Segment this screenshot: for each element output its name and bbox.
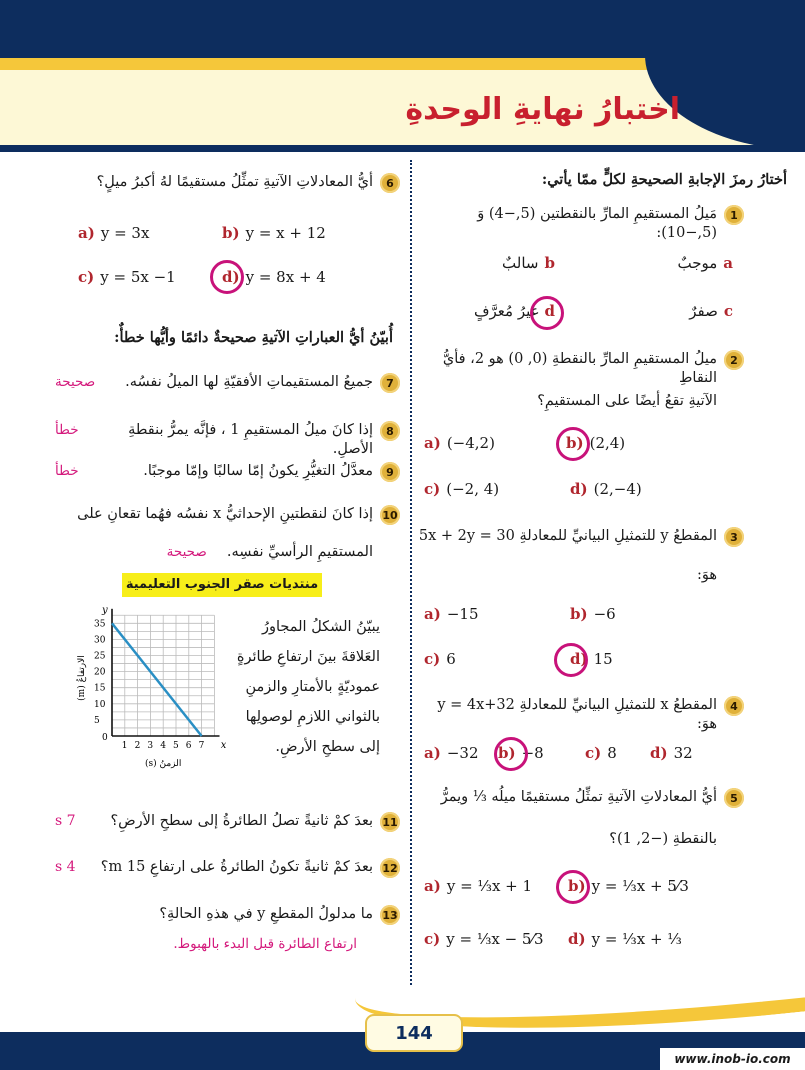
q3-option-a[interactable]	[424, 605, 478, 623]
option-text: 6	[446, 650, 456, 668]
option-label: d)	[650, 744, 668, 762]
q5-option-c[interactable]	[424, 930, 544, 948]
question-7: جميعُ المستقيماتِ الأفقيّةِ لها الميلُ نفسُه.	[125, 374, 373, 390]
option-text: (2,4)	[589, 434, 626, 452]
option-label: a	[723, 254, 733, 272]
answer-circle	[556, 870, 590, 904]
option-label: c)	[585, 744, 602, 762]
option-label: c)	[424, 650, 441, 668]
option-label: d	[544, 302, 555, 320]
origin-label: 0	[102, 733, 108, 743]
q3-option-b[interactable]	[570, 605, 616, 623]
option-label: a)	[424, 877, 441, 895]
q2-option-a[interactable]	[424, 434, 495, 452]
question-number: 7	[380, 373, 400, 393]
q6-option-a[interactable]	[78, 224, 149, 242]
x-tick-label: 7	[198, 741, 205, 751]
statement-8	[55, 421, 373, 459]
x-tick-label: 6	[185, 741, 192, 751]
question-4: المقطعُ x للتمثيلِ البيانيِّ للمعادلةِ y = 4x+32 هوَ:	[437, 697, 717, 732]
question-number: 5	[724, 788, 744, 808]
answer: صحيحة	[55, 374, 96, 390]
option-text: y = ⅓x + 1	[446, 877, 533, 895]
graph-description: يبيّنُ الشكلُ المجاورُ العَلاقةَ بينَ ارتفاعِ طائرةٍ عموديّةٍ بالأمتارِ والزمنِ بالثواني اللازمِ لوصولِها إلى سطحِ الأرضِ.	[236, 619, 380, 755]
question-6: أيُّ المعادلاتِ الآتيةِ تمثِّلُ مستقيمًا لهُ أكبرُ ميلٍ؟	[96, 174, 373, 190]
question-13: ما مدلولُ المقطعِ y في هذهِ الحالةِ؟	[159, 906, 373, 922]
answer-circle	[494, 737, 528, 771]
answer-circle	[554, 643, 588, 677]
question-2-cont: الآتيةِ تقعُ أيضًا على المستقيمِ؟	[537, 393, 717, 409]
statement-10	[55, 543, 373, 562]
option-text: 15	[593, 650, 613, 668]
option-label: b)	[566, 434, 584, 452]
option-text: 8	[607, 744, 617, 762]
option-text: −6	[593, 605, 616, 623]
y-tick-label: 30	[94, 635, 106, 646]
question-number: 6	[380, 173, 400, 193]
instruction: أختارُ رمزَ الإجابةِ الصحيحةِ لكلٍّ ممّا يأتي:	[541, 171, 787, 188]
x-tick-label: 3	[147, 741, 154, 751]
option-text: موجبٌ	[677, 254, 718, 272]
option-text: y = ⅓x + 5⁄3	[591, 877, 689, 895]
header-band	[0, 0, 805, 60]
question-number: 11	[380, 812, 400, 832]
q6-option-c[interactable]	[78, 268, 176, 286]
true-false-heading: أُبيّنُ أيُّ العباراتِ الآتيةِ صحيحةٌ دائمًا وأيُّها خطأٌ:	[114, 329, 393, 346]
x-axis-label: x	[220, 740, 226, 751]
option-label: d)	[222, 268, 240, 286]
option-text: غيرُ مُعرَّفٍ	[473, 302, 539, 320]
option-label: a)	[424, 744, 441, 762]
option-label: c)	[424, 930, 441, 948]
answer: 4 s	[55, 859, 76, 875]
option-label: b)	[222, 224, 240, 242]
answer-circle	[556, 427, 590, 461]
question-number: 10	[380, 505, 400, 525]
option-label: d)	[568, 930, 586, 948]
option-text: 32	[673, 744, 693, 762]
question-number: 3	[724, 527, 744, 547]
statement-12	[55, 858, 373, 877]
option-label: c)	[424, 480, 441, 498]
option-label: d)	[570, 480, 588, 498]
q5-option-a[interactable]	[424, 877, 532, 895]
option-label: b)	[570, 605, 588, 623]
answer: خطأ	[55, 463, 79, 479]
question-2: ميلُ المستقيمِ المارِّ بالنقطةِ (0, 0) هو 2، فأيُّ النقاطِ	[442, 351, 717, 386]
statement-9	[55, 462, 373, 481]
y-tick-label: 20	[94, 667, 106, 678]
q2-option-d[interactable]	[570, 480, 642, 498]
y-axis-title: الارتفاعُ (m)	[77, 655, 87, 701]
answer: خطأ	[55, 422, 79, 438]
option-label: a)	[78, 224, 95, 242]
option-label: b	[544, 254, 555, 272]
answer: صحيحة	[166, 544, 207, 560]
option-label: c)	[78, 268, 95, 286]
x-tick-label: 2	[134, 741, 141, 751]
y-tick-label: 15	[94, 683, 106, 694]
option-text: y = 8x + 4	[245, 268, 326, 286]
option-label: b)	[568, 877, 586, 895]
question-5: أيُّ المعادلاتِ الآتيةِ تمثِّلُ مستقيمًا ميلُه ⅓ ويمرُّ	[440, 789, 717, 805]
q1-option-b[interactable]	[502, 254, 555, 272]
y-tick-label: 10	[94, 699, 106, 710]
q5-option-d[interactable]	[568, 930, 682, 948]
question-9: معدَّلُ التغيُّرِ يكونُ إمّا سالبًا وإمّا موجبًا.	[143, 463, 373, 479]
title-rule	[0, 145, 805, 152]
question-5-cont: بالنقطةِ (−2, 1)؟	[609, 831, 717, 847]
option-label: a)	[424, 605, 441, 623]
question-3: المقطعُ y للتمثيلِ البيانيِّ للمعادلةِ 5x + 2y = 30	[418, 528, 717, 544]
option-label: a)	[424, 434, 441, 452]
question-3-cont: هوَ:	[696, 567, 717, 583]
option-text: صفرٌ	[689, 302, 718, 320]
question-10: إذا كانَ لنقطتينِ الإحداثيُّ x نفسُه فهُما تقعانِ على	[77, 506, 373, 522]
question-8: إذا كانَ ميلُ المستقيمِ 1 ، فإنَّه يمرُّ بنقطةِ الأصلِ.	[128, 422, 373, 457]
option-label: d)	[570, 650, 588, 668]
page-number: 144	[365, 1014, 463, 1052]
option-text: −8	[521, 744, 544, 762]
y-tick-label: 25	[94, 651, 106, 662]
answer-circle	[530, 296, 564, 330]
q4-option-d[interactable]	[650, 744, 693, 762]
question-number: 2	[724, 350, 744, 370]
q1-option-c[interactable]	[689, 302, 733, 320]
question-number: 8	[380, 421, 400, 441]
q3-option-c[interactable]	[424, 650, 456, 668]
q1-option-a[interactable]	[677, 254, 733, 272]
page-title: اختبارُ نهايةِ الوحدةِ	[405, 92, 680, 127]
x-tick-label: 4	[160, 741, 166, 751]
option-text: y = 3x	[100, 224, 150, 242]
option-text: (−2, 4)	[446, 480, 500, 498]
option-text: سالبٌ	[502, 254, 539, 272]
y-tick-label: 5	[94, 715, 100, 726]
option-text: y = 5x −1	[100, 268, 176, 286]
option-text: (2,−4)	[593, 480, 642, 498]
question-number: 9	[380, 462, 400, 482]
q4-option-c[interactable]	[585, 744, 617, 762]
statement-11	[55, 812, 373, 831]
question-number: 1	[724, 205, 744, 225]
question-11: بعدَ كمْ ثانيةً تصلُ الطائرةُ إلى سطحِ الأرضِ؟	[110, 813, 373, 829]
question-number: 13	[380, 905, 400, 925]
option-text: y = x + 12	[245, 224, 326, 242]
option-label: c	[723, 302, 733, 320]
question-number: 4	[724, 696, 744, 716]
height-time-graph	[76, 600, 226, 780]
option-text: (−4,2)	[446, 434, 495, 452]
y-axis-label: y	[102, 604, 108, 616]
statement-7	[55, 373, 373, 392]
answer: 7 s	[55, 813, 76, 829]
q4-option-a[interactable]	[424, 744, 478, 762]
option-text: y = ⅓x + ⅓	[591, 930, 682, 948]
question-number: 12	[380, 858, 400, 878]
x-axis-title: الزمنُ (s)	[144, 759, 182, 769]
option-text: −15	[446, 605, 479, 623]
q2-option-c[interactable]	[424, 480, 499, 498]
x-tick-label: 5	[173, 741, 179, 751]
option-text: y = ⅓x − 5⁄3	[446, 930, 544, 948]
answer-circle	[210, 260, 244, 294]
option-text: −32	[446, 744, 479, 762]
y-tick-label: 35	[94, 619, 106, 630]
answer: ارتفاع الطائرة قبل البدء بالهبوط.	[173, 936, 357, 952]
watermark-banner: منتديات صقر الجنوب التعليمية	[122, 573, 322, 597]
question-12: بعدَ كمْ ثانيةً تكونُ الطائرةُ على ارتفاعِ 15 m؟	[100, 859, 373, 875]
q6-option-b[interactable]	[222, 224, 326, 242]
x-tick-label: 1	[121, 741, 128, 751]
column-divider	[410, 160, 412, 985]
question-1: مَيلُ المستقيمِ المارِّ بالنقطتين (5,−4) وَ (5,−10):	[477, 206, 717, 241]
question-10-cont: المستقيمِ الرأسيِّ نفسِه.	[226, 544, 373, 560]
site-watermark: www.inob-io.com	[660, 1048, 805, 1070]
option-label: b)	[498, 744, 516, 762]
